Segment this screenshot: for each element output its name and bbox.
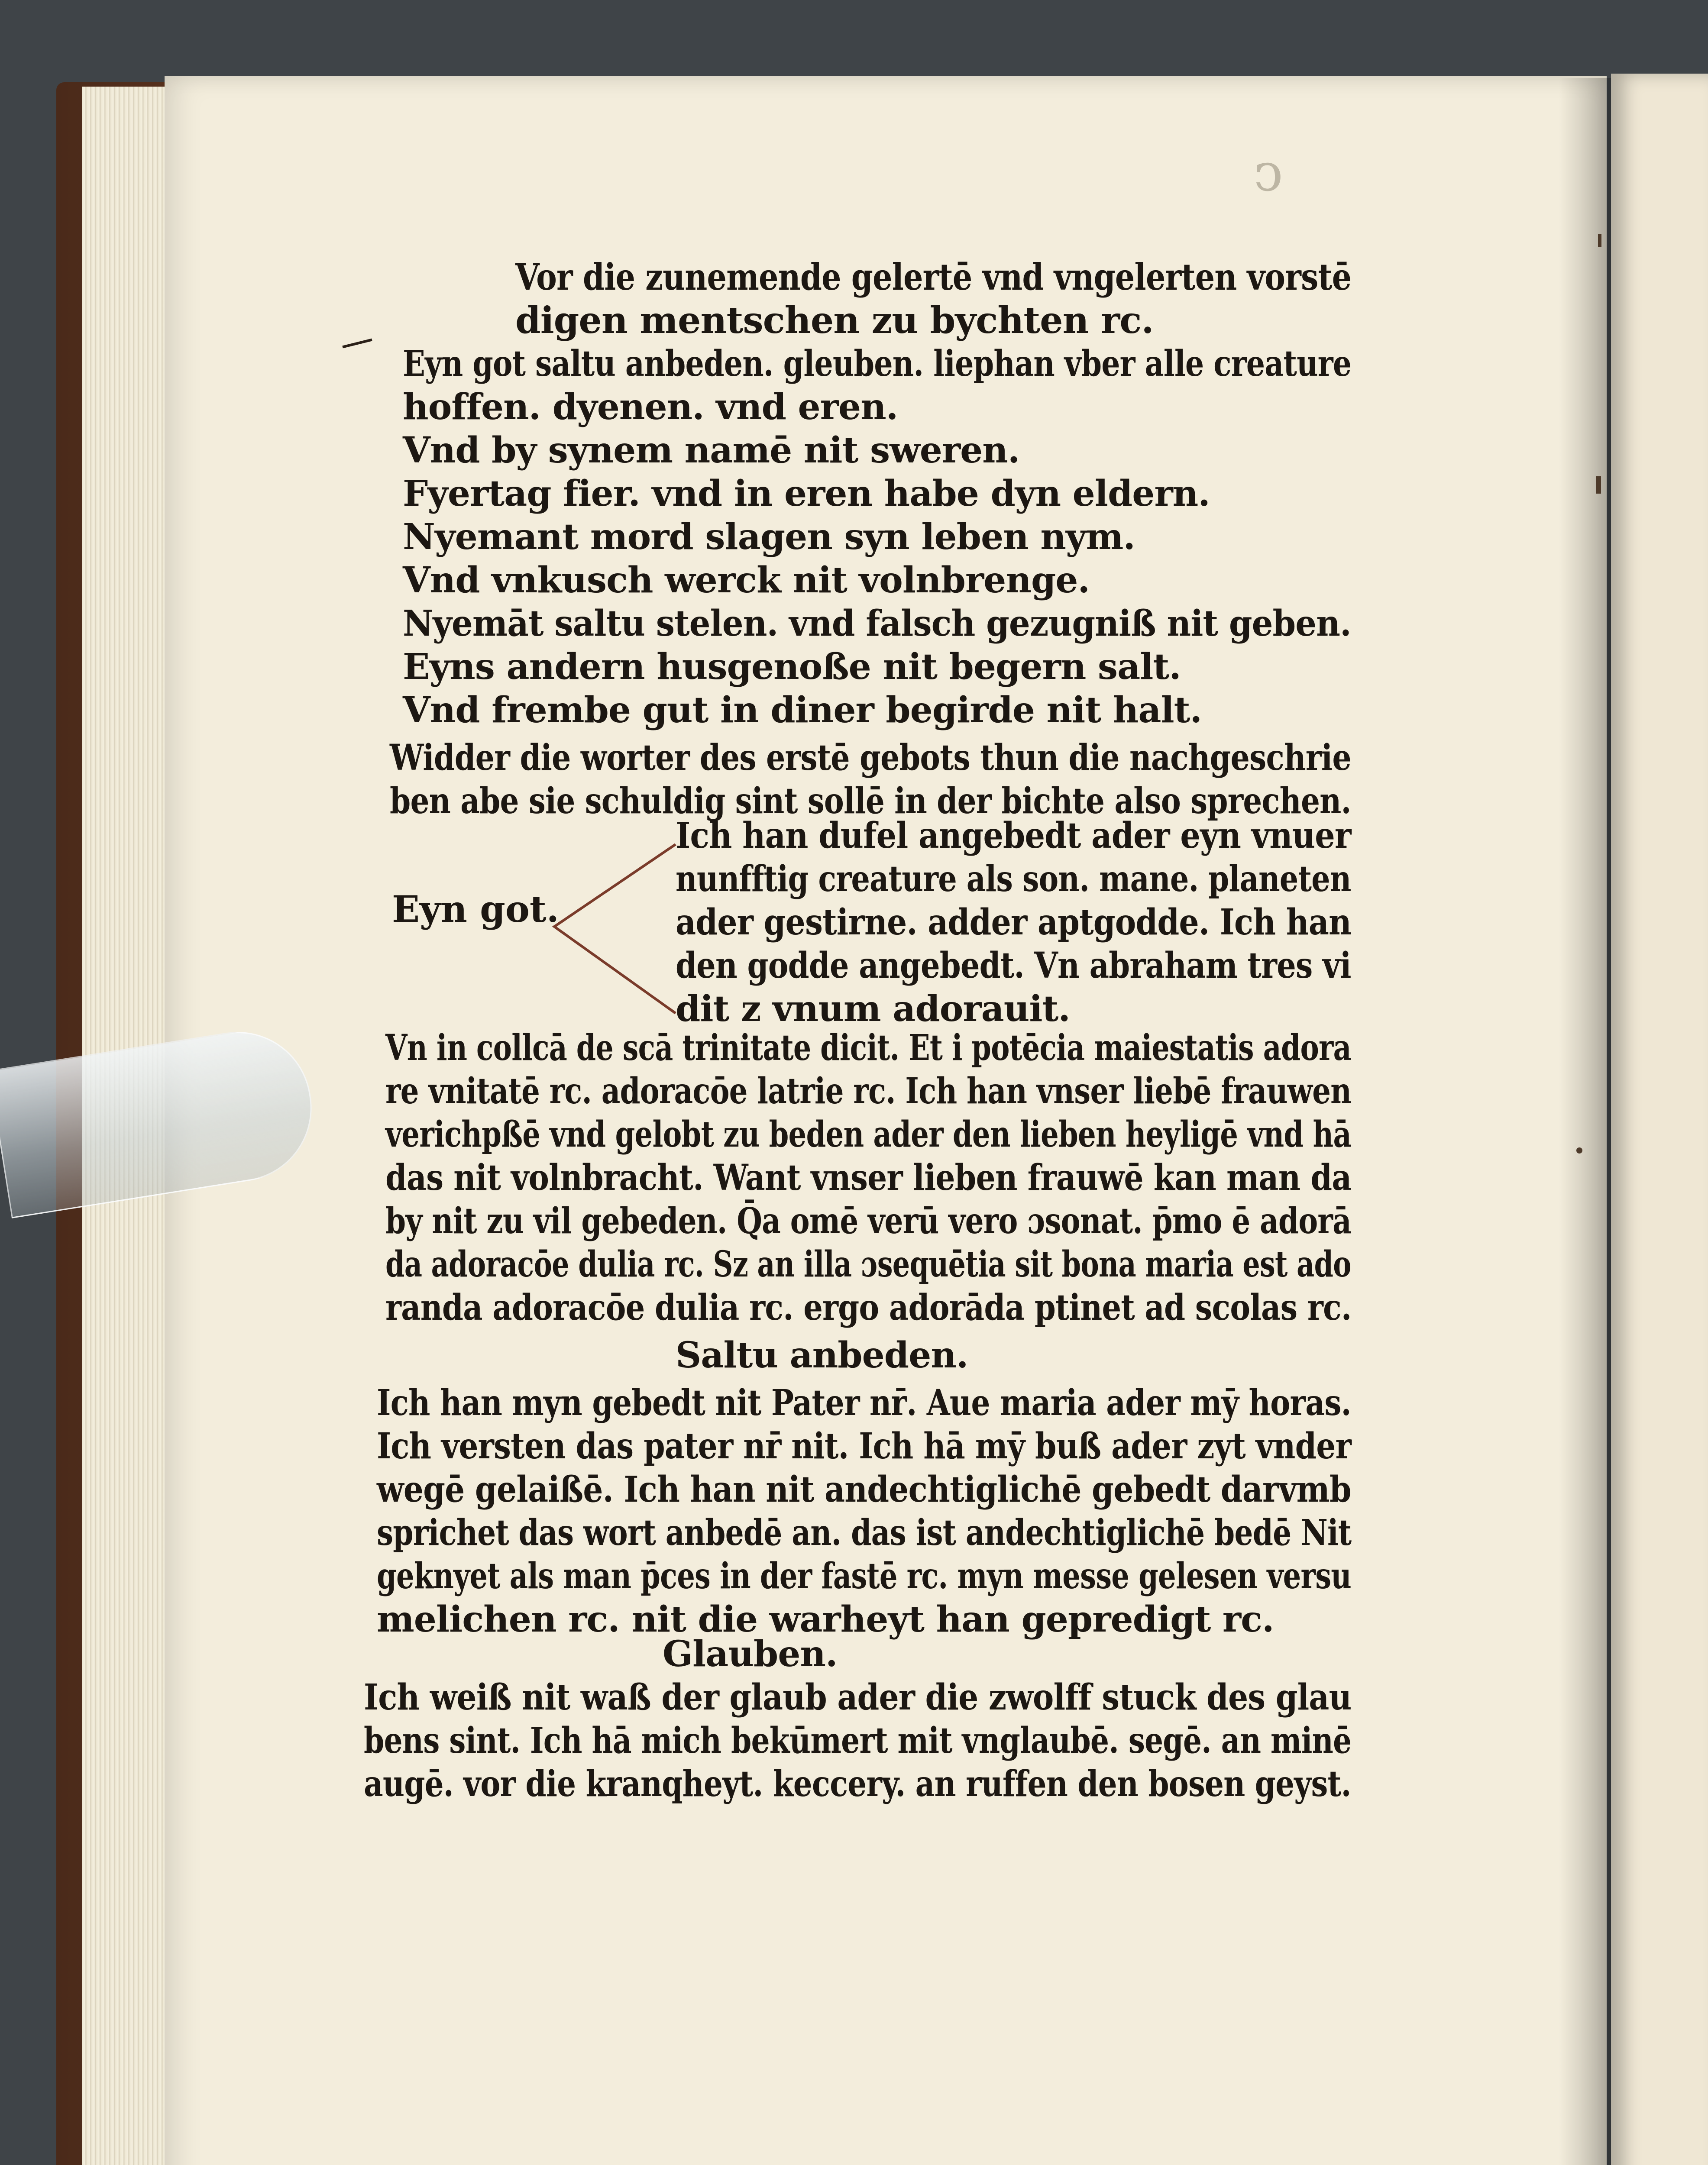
commandment-line: ben abe sie schuldig sint sollē in der bichte also sprechen. [390, 780, 1351, 822]
glauben-line: bens sint. Ich hā mich bekūmert mit vnglaubē. segē. an minē [364, 1720, 1352, 1761]
latin-line: Vn in collcā de scā trinitate dicit. Et i potēcia maiestatis adora [385, 1027, 1351, 1069]
commandment-line: Eyn got saltu anbeden. gleuben. liephan vber alle creature [403, 343, 1352, 385]
anbeden-line: Ich versten das pater nr̄ nit. Ich hā mȳ buß ader zyt vnder [377, 1425, 1351, 1467]
anbeden-line: Ich han myn gebedt nit Pater nr̄. Aue maria ader mȳ horas. [377, 1382, 1351, 1424]
margin-dash-icon [342, 339, 372, 349]
anbeden-line: sprichet das wort anbedē an. das ist andechtiglichē bedē Nit [377, 1512, 1352, 1554]
anbeden-line: wegē gelaißē. Ich han nit andechtiglichē gebedt darvmb [377, 1469, 1351, 1510]
bracket-line: den godde angebedt. Vn abraham tres vi [676, 945, 1351, 986]
folio-mark-icon: ↄ [1254, 143, 1283, 203]
latin-line: randa adoracōe dulia rc. ergo adorāda ptinet ad scolas rc. [385, 1287, 1352, 1328]
anbeden-line: melichen rc. nit die warheyt han gepredigt rc. [377, 1599, 1274, 1640]
section-heading-anbeden: Saltu anbeden. [676, 1335, 968, 1376]
heading-line-2: digen mentschen zu bychten rc. [515, 299, 1154, 342]
latin-line: by nit zu vil gebeden. Q̄a omē verū vero ɔsonat. p̄mo ē adorā [385, 1200, 1351, 1242]
glauben-line: augē. vor die kranqheyt. keccery. an ruffen den bosen geyst. [364, 1763, 1351, 1805]
bracket-line: dit z vnum adorauit. [676, 988, 1070, 1030]
commandment-line: Vnd frembe gut in diner begirde nit halt. [403, 689, 1202, 731]
latin-line: re vnitatē rc. adoracōe latrie rc. Ich han vnser liebē frauwen [385, 1070, 1352, 1112]
bracket-icon [546, 840, 684, 1022]
latin-line: das nit volnbracht. Want vnser lieben frauwē kan man da [385, 1157, 1352, 1199]
latin-line: da adoracōe dulia rc. Sz an illa ɔsequētia sit bona maria est ado [385, 1244, 1351, 1285]
section-heading-glauben: Glauben. [663, 1633, 838, 1675]
latin-line: verichpßē vnd gelobt zu beden ader den lieben heyligē vnd hā [385, 1114, 1352, 1155]
bracket-line: ader gestirne. adder aptgodde. Ich han [676, 902, 1352, 943]
bracket-label: Eyn got. [392, 888, 559, 931]
bracket-line: nunfftig creature als son. mane. planeten [676, 858, 1351, 900]
anbeden-line: geknyet als man p̄ces in der fastē rc. myn messe gelesen versu [377, 1555, 1352, 1597]
commandment-line: Nyemāt saltu stelen. vnd falsch gezugniß nit geben. [403, 603, 1351, 644]
commandment-line: Widder die worter des erstē gebots thun die nachgeschrie [390, 737, 1351, 779]
commandment-line: hoffen. dyenen. vnd eren. [403, 386, 898, 428]
commandment-line: Vnd by synem namē nit sweren. [403, 430, 1020, 471]
commandment-line: Vnd vnkusch werck nit volnbrenge. [403, 559, 1090, 601]
commandment-line: Nyemant mord slagen syn leben nym. [403, 516, 1135, 558]
commandment-line: Eyns andern husgenoße nit begern salt. [403, 646, 1181, 688]
glauben-line: Ich weiß nit waß der glaub ader die zwolff stuck des glau [364, 1677, 1352, 1718]
bracket-stroke [554, 844, 676, 1013]
heading-line-1: Vor die zunemende gelertē vnd vngelerten vorstē [515, 255, 1352, 298]
commandment-line: Fyertag fier. vnd in eren habe dyn eldern. [403, 473, 1210, 514]
bracket-line: Ich han dufel angebedt ader eyn vnuer [676, 815, 1351, 856]
